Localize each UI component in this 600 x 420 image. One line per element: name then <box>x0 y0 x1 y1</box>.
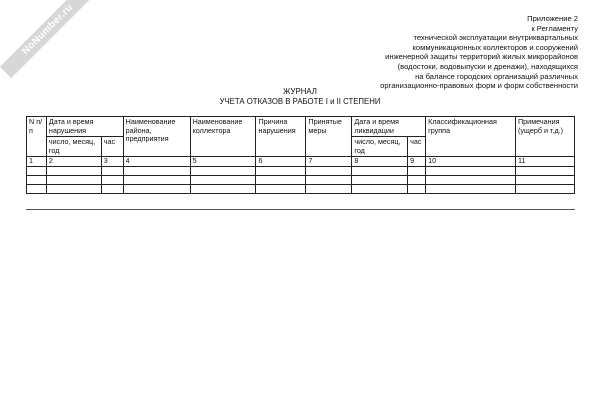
table-cell <box>408 166 426 175</box>
subheader-hour: час <box>101 137 123 157</box>
table-cell <box>306 184 352 193</box>
column-number: 7 <box>306 157 352 167</box>
appendix-line: (водостоки, водовыпуски и дренажи), находящихся <box>397 61 578 71</box>
table-cell <box>27 175 47 184</box>
table-cell <box>256 166 306 175</box>
table-cell <box>352 175 408 184</box>
column-number-row <box>27 157 575 167</box>
column-number: 8 <box>352 157 408 167</box>
appendix-note <box>278 14 578 91</box>
table-cell <box>123 184 190 193</box>
table-cell <box>46 166 101 175</box>
header-district: Наименование района, предприятия <box>123 117 190 157</box>
table-cell <box>190 166 256 175</box>
empty-row <box>27 184 575 193</box>
appendix-line: организационно-правовых форм и форм собственности <box>380 81 578 91</box>
table-cell <box>352 166 408 175</box>
table-cell <box>46 175 101 184</box>
subheader-hour: час <box>408 137 426 157</box>
column-number: 1 <box>27 157 47 167</box>
table-cell <box>426 184 516 193</box>
column-number: 5 <box>190 157 256 167</box>
empty-row <box>27 166 575 175</box>
header-violation-datetime: Дата и время нарушения <box>46 117 123 137</box>
table-cell <box>408 184 426 193</box>
title-line-2: УЧЕТА ОТКАЗОВ В РАБОТЕ I и II СТЕПЕНИ <box>219 96 381 106</box>
header-num: N п/п <box>27 117 47 157</box>
column-number: 6 <box>256 157 306 167</box>
table-cell <box>123 166 190 175</box>
header-notes: Примечания (ущерб и т.д.) <box>516 117 575 157</box>
table-cell <box>256 175 306 184</box>
table-cell <box>256 184 306 193</box>
journal-table <box>26 116 575 194</box>
appendix-line: на балансе городских организаций различных <box>415 71 578 81</box>
table-cell <box>101 166 123 175</box>
subheader-date: число, месяц, год <box>46 137 101 157</box>
table-cell <box>516 175 575 184</box>
table-cell <box>123 175 190 184</box>
table-cell <box>101 184 123 193</box>
table-cell <box>516 184 575 193</box>
table-cell <box>426 166 516 175</box>
subheader-date: число, месяц, год <box>352 137 408 157</box>
column-number: 10 <box>426 157 516 167</box>
watermark: NoNumber.ru <box>0 0 96 78</box>
table-cell <box>101 175 123 184</box>
table-cell <box>426 175 516 184</box>
title-line-1: ЖУРНАЛ <box>283 87 317 96</box>
appendix-line: к Регламенту <box>531 23 578 33</box>
column-number: 9 <box>408 157 426 167</box>
table-cell <box>46 184 101 193</box>
header-class-group: Классификационная группа <box>426 117 516 157</box>
empty-row <box>27 175 575 184</box>
column-number: 3 <box>101 157 123 167</box>
header-row <box>27 117 575 137</box>
appendix-line: Приложение 2 <box>527 14 578 23</box>
journal-title <box>0 87 600 106</box>
table-cell <box>516 166 575 175</box>
header-collector: Наименование коллектора <box>190 117 256 157</box>
table-cell <box>27 166 47 175</box>
column-number: 2 <box>46 157 101 167</box>
header-elimination-datetime: Дата и время ликвидации <box>352 117 426 137</box>
table-cell <box>190 184 256 193</box>
table-cell <box>352 184 408 193</box>
header-cause: Причина нарушения <box>256 117 306 157</box>
table-cell <box>306 166 352 175</box>
column-number: 4 <box>123 157 190 167</box>
table-cell <box>27 184 47 193</box>
appendix-line: инженерной защиты территорий жилых микрорайонов <box>385 52 578 62</box>
header-measures: Принятые меры <box>306 117 352 157</box>
bottom-divider <box>26 209 575 210</box>
appendix-line: коммуникационных коллекторов и сооружений <box>412 42 578 52</box>
appendix-line: технической эксплуатации внутриквартальных <box>413 33 578 43</box>
table-cell <box>408 175 426 184</box>
table-cell <box>306 175 352 184</box>
table-cell <box>190 175 256 184</box>
column-number: 11 <box>516 157 575 167</box>
